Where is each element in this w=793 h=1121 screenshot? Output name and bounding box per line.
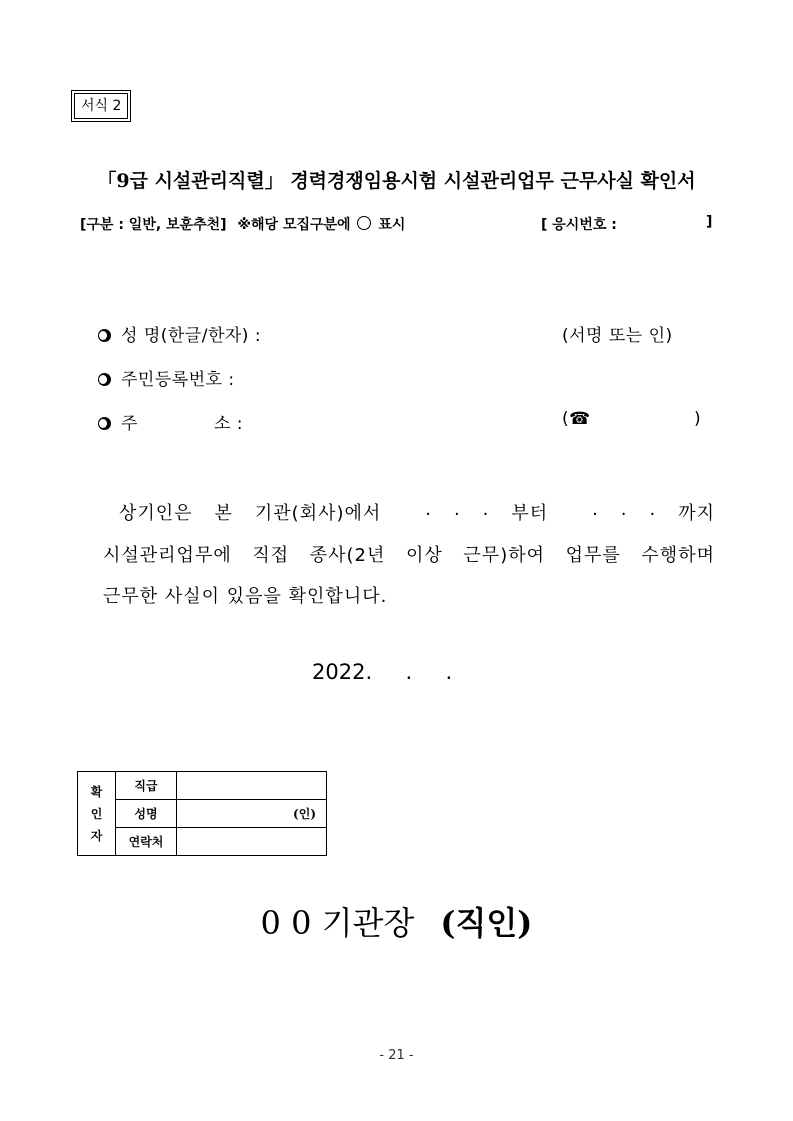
header-char: 자 — [90, 828, 103, 843]
address-label-2: 소 : — [213, 414, 243, 434]
id-number-field — [98, 365, 235, 390]
rank-label: 직급 — [116, 772, 177, 800]
official-seal-label: (직인) — [440, 904, 533, 942]
confirmer-table — [77, 771, 327, 856]
bullet-circle-icon — [98, 373, 111, 386]
body-word: 이상 — [406, 545, 443, 566]
bullet-circle-icon — [98, 417, 111, 430]
category-note-end: 표시 — [378, 217, 406, 233]
address-label-1: 주 — [121, 414, 138, 434]
header-char: 확 — [90, 784, 103, 799]
table-row — [78, 800, 327, 828]
agency-signature — [0, 898, 793, 944]
phone-close: ) — [694, 409, 702, 429]
category-prefix: [구분 : 일반, 보훈추천] — [80, 217, 227, 233]
body-line-2 — [103, 541, 715, 567]
body-word: 본 — [214, 503, 233, 524]
contact-label: 연락처 — [116, 828, 177, 856]
category-row — [80, 214, 405, 234]
body-word: 수행하며 — [641, 545, 715, 566]
category-note: ※해당 모집구분에 — [237, 217, 351, 233]
body-word: 업무를 — [565, 545, 621, 566]
address-field — [98, 409, 243, 434]
form-number-box: 서식 2 — [74, 93, 128, 119]
exam-number-label: [ 응시번호 : — [541, 217, 617, 233]
body-word: 까지 — [678, 503, 715, 524]
contact-value — [177, 828, 327, 856]
table-row — [78, 772, 327, 800]
name-label: 성 명(한글/한자) : — [121, 326, 262, 346]
bullet-circle-icon — [98, 329, 111, 342]
body-word: . — [620, 499, 628, 520]
body-word: . — [592, 499, 599, 520]
body-word: 종사(2년 — [309, 545, 386, 566]
body-word: . — [425, 499, 432, 520]
body-word: 기관(회사)에서 — [254, 503, 382, 524]
body-line-3: 근무한 사실이 있음을 확인합니다. — [103, 586, 388, 607]
table-row — [78, 828, 327, 856]
exam-number-close: ] — [706, 214, 713, 230]
name-field — [98, 321, 261, 346]
circle-mark-icon — [357, 216, 371, 230]
document-title: 「9급 시설관리직렬」 경력경쟁임용시험 시설관리업무 근무사실 확인서 — [97, 170, 696, 192]
id-number-label: 주민등록번호 : — [121, 370, 235, 390]
body-word: . — [453, 499, 461, 520]
rank-value — [177, 772, 327, 800]
name-label-cell: 성명 — [116, 800, 177, 828]
body-word: . — [482, 499, 490, 520]
confirmer-header — [78, 772, 116, 856]
body-word: . — [649, 499, 657, 520]
document-date: 2022. . . — [312, 660, 453, 684]
body-line-1 — [119, 499, 715, 525]
phone-open: (☎ — [562, 409, 591, 429]
body-word: 근무)하여 — [463, 545, 545, 566]
body-word: 상기인은 — [119, 503, 193, 524]
body-word: 시설관리업무에 — [103, 545, 232, 566]
body-word: 직접 — [252, 545, 290, 566]
name-value-seal: (인) — [177, 800, 327, 828]
agency-name: 0 0 기관장 — [260, 904, 415, 942]
page-number: - 21 - — [379, 1048, 414, 1063]
signature-note: (서명 또는 인) — [562, 326, 673, 346]
header-char: 인 — [90, 806, 103, 821]
body-word: 부터 — [511, 503, 549, 524]
